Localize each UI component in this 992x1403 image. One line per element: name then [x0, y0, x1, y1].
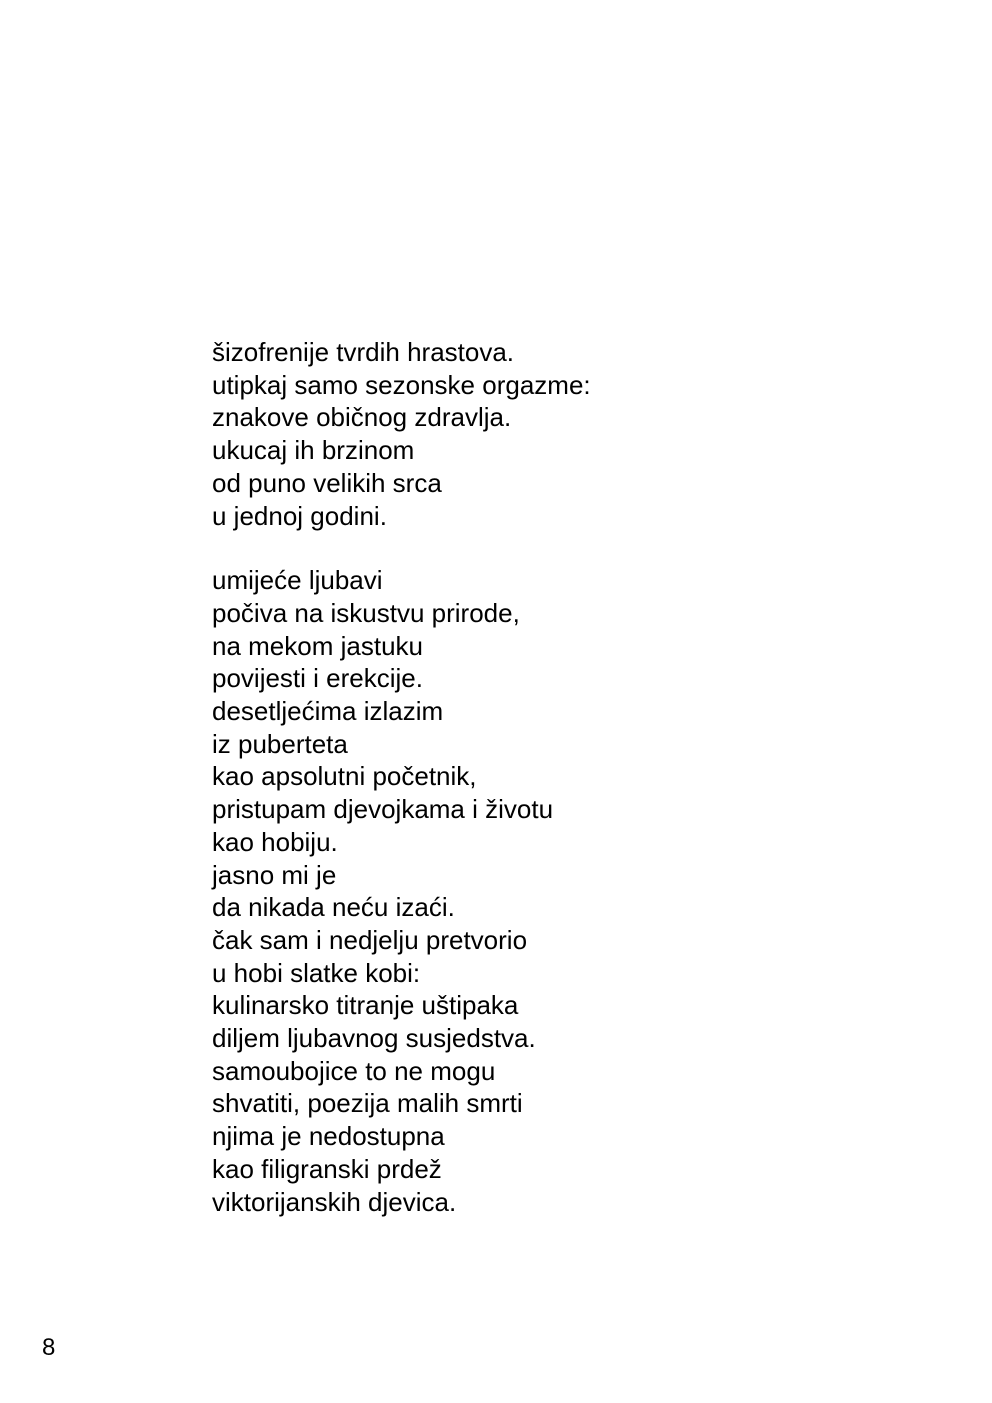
poem-line: od puno velikih srca — [212, 467, 442, 498]
poem-line: umijeće ljubavi — [212, 565, 383, 596]
poem-line: kao filigranski prdež — [212, 1153, 442, 1184]
poem-line: diljem ljubavnog susjedstva. — [212, 1023, 536, 1054]
poem-line: jasno mi je — [212, 859, 337, 890]
poem-line: desetljećima izlazim — [212, 696, 444, 727]
stanza-1 — [212, 336, 912, 532]
poem-line: počiva na iskustvu prirode, — [212, 597, 520, 628]
poem-line: šizofrenije tvrdih hrastova. — [212, 337, 515, 367]
poem-line: iz puberteta — [212, 728, 348, 759]
poem-line: utipkaj samo sezonske orgazme: — [212, 369, 591, 400]
poem-line: kao apsolutni početnik, — [212, 761, 477, 792]
poem-line: kao hobiju. — [212, 826, 338, 857]
poem-line: viktorijanskih djevica. — [212, 1186, 457, 1217]
poem-line: čak sam i nedjelju pretvorio — [212, 924, 528, 955]
poem-line: povijesti i erekcije. — [212, 663, 423, 694]
poem-line: na mekom jastuku — [212, 630, 423, 661]
poem-line: u jednoj godini. — [212, 500, 387, 531]
poem-line: znakove običnog zdravlja. — [212, 402, 512, 433]
poem-line: kulinarsko titranje uštipaka — [212, 990, 519, 1021]
poem-line: ukucaj ih brzinom — [212, 435, 415, 466]
poem-line: da nikada neću izaći. — [212, 892, 455, 923]
stanza-2 — [212, 564, 912, 1218]
poem-line: u hobi slatke kobi: — [212, 957, 421, 988]
poem-line: pristupam djevojkama i životu — [212, 794, 554, 825]
poem-line: samoubojice to ne mogu — [212, 1055, 496, 1086]
poem — [212, 336, 912, 1218]
poem-line: njima je nedostupna — [212, 1121, 445, 1152]
poem-line: shvatiti, poezija malih smrti — [212, 1088, 523, 1119]
page-number: 8 — [42, 1334, 56, 1361]
